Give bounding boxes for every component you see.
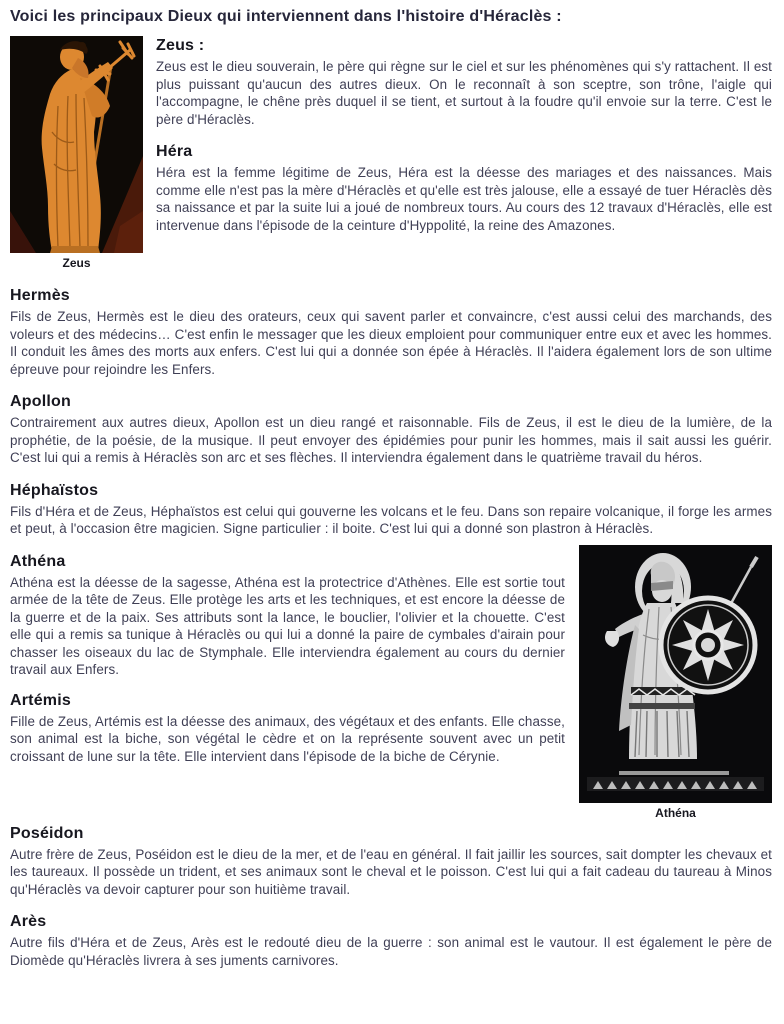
section-heading-apollon: Apollon	[10, 393, 71, 410]
zeus-vase-image	[10, 36, 143, 253]
zeus-hera-text-column	[156, 36, 772, 234]
section-apollon	[10, 392, 772, 467]
section-body-hera: Héra est la femme légitime de Zeus, Héra est la déesse des mariages et des naissances. Mais comme elle n'est pas la mère d'Héraclès et qu'elle est très jalouse, elle a essayé de tuer Héraclès dès sa naissance et par la suite lui a joué de nombreux tours. Au cours des 12 travaux d'Héraclès, elle est intervenue dans l'épisode de la ceinture d'Hyppolité, la reine des Amazones.	[156, 165, 772, 233]
section-body-artemis: Fille de Zeus, Artémis est la déesse des animaux, des végétaux et des enfants. Elle chasse, son animal est la biche, son végétal le cèdre et on la représente souvent avec un petit croissant de lune sur la tête. Elle intervient dans l'épisode de la biche de Cérynie.	[10, 713, 565, 764]
section-body-poseidon: Autre frère de Zeus, Poséidon est le dieu de la mer, et de l'eau en général. Il fait jaillir les sources, sait dompter les chevaux et les taureaux. Il possède un trident, et ses animaux sont le cheval et le poisson. C'est lui qui a fait cadeau du taureau à Minos qu'Héraclès va devoir capturer pour son huitième travail.	[10, 846, 772, 897]
section-hera	[156, 142, 772, 234]
section-body-hephaistos: Fils d'Héra et de Zeus, Héphaïstos est celui qui gouverne les volcans et le feu. Dans son repaire volcanique, il forge les armes et peut, à l'occasion être magicien. Signe particulier : il boite. C'est lui qui a donné son plastron à Héraclès.	[10, 503, 772, 536]
section-ares	[10, 912, 772, 969]
zeus-figure	[10, 36, 143, 270]
section-heading-zeus: Zeus :	[156, 37, 205, 54]
athena-engraving-image	[579, 545, 772, 803]
section-body-zeus: Zeus est le dieu souverain, le père qui règne sur le ciel et sur les phénomènes qui s'y rattachent. Il est plus puissant qu'aucun des autres dieux. On le reconnaît à son sceptre, son trône, l'aigle qui l'accompagne, le chêne près duquel il se tient, et surtout à la foudre qu'il envoie sur la terre. C'est le père d'Héraclès.	[156, 59, 772, 127]
athena-caption: Athéna	[655, 805, 696, 820]
section-heading-artemis: Artémis	[10, 691, 71, 709]
page-title: Voici les principaux Dieux qui interviennent dans l'histoire d'Héraclès :	[10, 8, 562, 25]
section-heading-ares: Arès	[10, 913, 47, 930]
athena-figure	[579, 545, 772, 820]
section-body-athena: Athéna est la déesse de la sagesse, Athéna est la protectrice d'Athènes. Elle est sortie tout armée de la tête de Zeus. Elle protège les arts et les techniques, et est encore la déesse de la guerre et de la paix. Ses attributs sont la lance, le bouclier, l'olivier et la chouette. C'est elle qui a remis sa tunique à Héraclès ou qui lui a donné la paire de cymbales d'airain pour chasser les oiseaux du lac de Stymphale. Elle interviendra également au cours du dernier travail aux Enfers.	[10, 574, 565, 677]
section-body-ares: Autre fils d'Héra et de Zeus, Arès est le redouté dieu de la guerre : son animal est le vautour. Il est également le père de Diomède qu'Héraclès livrera à ses juments carnivores.	[10, 935, 772, 968]
section-hephaistos	[10, 481, 772, 538]
section-heading-hermes: Hermès	[10, 287, 70, 304]
section-poseidon	[10, 824, 772, 899]
zeus-caption: Zeus	[62, 256, 91, 270]
section-heading-poseidon: Poséidon	[10, 824, 84, 842]
section-body-hermes: Fils de Zeus, Hermès est le dieu des orateurs, ceux qui savent parler et convaincre, c'est aussi celui des marchands, des voleurs et des médecins… C'est enfin le messager que les dieux emploient pour communiquer entre eux et avec les hommes. Il conduit les âmes des morts aux enfers. C'est lui qui a donnée son épée à Héraclès. Il l'aidera également lors de son ultime épreuve pour rejoindre les Enfers.	[10, 309, 772, 377]
section-body-apollon: Contrairement aux autres dieux, Apollon est un dieu rangé et raisonnable. Fils de Zeus, il est le dieu de la lumière, de la prophétie, de la poésie, de la musique. Il peut envoyer des épidémies pour punir les hommes, mais il sait aussi les guérir. C'est lui qui a remis à Héraclès son arc et ses flèches. Il interviendra également dans le quatrième travail du héros.	[10, 415, 772, 465]
section-hermes	[10, 286, 772, 378]
section-heading-athena: Athéna	[10, 552, 66, 570]
athena-artemis-block	[10, 552, 772, 820]
section-heading-hephaistos: Héphaïstos	[10, 481, 99, 499]
section-heading-hera: Héra	[156, 143, 193, 160]
zeus-hera-row	[10, 36, 772, 270]
section-zeus	[156, 36, 772, 128]
